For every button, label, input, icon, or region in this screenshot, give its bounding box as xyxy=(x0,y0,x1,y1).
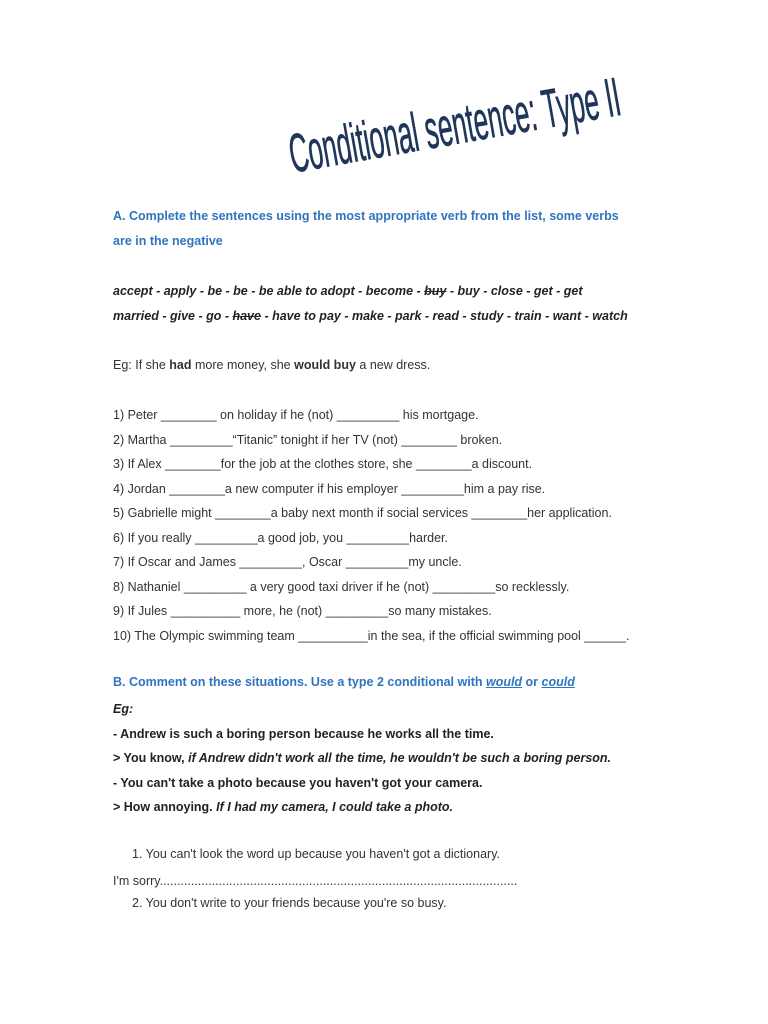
question-item: 4) Jordan ________a new computer if his employer _________him a pay rise. xyxy=(113,481,546,496)
answer-line-1: I'm sorry....................................................................................................... xyxy=(113,874,518,888)
verb-list-line1 xyxy=(113,279,713,304)
struck-verb: buy xyxy=(424,284,447,298)
section-b-heading-text: or xyxy=(522,675,542,689)
title-text: Conditional sentence: Type II xyxy=(284,66,626,186)
response-conditional: if Andrew didn't work all the time, he wouldn't be such a boring person. xyxy=(188,751,612,765)
verb-list xyxy=(113,279,713,329)
question-item: 7) If Oscar and James _________, Oscar _________my uncle. xyxy=(113,555,462,569)
question-list xyxy=(113,403,733,648)
example-sentence xyxy=(113,356,430,374)
response-lead: > You know, xyxy=(113,751,189,765)
section-a-heading-line2: are in the negative xyxy=(113,234,223,248)
question-item: 3) If Alex ________for the job at the clothes store, she ________a discount. xyxy=(113,457,533,471)
section-a-heading-line1: A. Complete the sentences using the most appropriate verb from the list, some verbs xyxy=(113,209,619,223)
example-text: Eg: If she xyxy=(113,358,170,372)
example-bold: had xyxy=(169,358,192,372)
exercise-1: 1. You can't look the word up because you haven't got a dictionary. xyxy=(132,847,500,861)
page-title xyxy=(284,66,626,186)
example-bold: would buy xyxy=(294,358,356,372)
verb-text: - buy - close - get - get xyxy=(446,284,583,298)
verb-text: - have to pay - make - park - read - study - train - want - watch xyxy=(260,309,628,323)
response-conditional: If I had my camera, I could take a photo. xyxy=(216,800,454,814)
could-word: could xyxy=(541,675,575,689)
section-a-heading xyxy=(113,204,619,254)
question-item: 2) Martha _________“Titanic” tonight if her TV (not) ________ broken. xyxy=(113,432,503,447)
verb-list-line2 xyxy=(113,304,713,329)
would-word: would xyxy=(485,675,523,689)
eg-label: Eg: xyxy=(113,702,134,716)
response-lead: > How annoying. xyxy=(113,800,217,814)
example-response-2 xyxy=(113,795,611,820)
verb-text: accept - apply - be - be - be able to adopt - become - xyxy=(113,284,425,298)
section-b-examples xyxy=(113,697,611,820)
example-situation-1: - Andrew is such a boring person because he works all the time. xyxy=(113,726,494,741)
section-b-heading-text: B. Comment on these situations. Use a type 2 conditional with xyxy=(113,675,486,689)
question-item: 8) Nathaniel _________ a very good taxi driver if he (not) _________so recklessly. xyxy=(113,579,570,594)
question-item: 5) Gabrielle might ________a baby next month if social services ________her application. xyxy=(113,506,612,520)
example-text: a new dress. xyxy=(355,358,431,372)
verb-text: married - give - go - xyxy=(113,309,233,323)
example-response-1 xyxy=(113,746,611,771)
example-text: more money, she xyxy=(191,358,295,372)
question-item: 6) If you really _________a good job, you _________harder. xyxy=(113,530,448,545)
title-wordart xyxy=(284,66,626,186)
question-item: 1) Peter ________ on holiday if he (not) _________ his mortgage. xyxy=(113,408,479,422)
example-situation-2: - You can't take a photo because you haven't got your camera. xyxy=(113,775,483,790)
struck-verb: have xyxy=(232,309,261,323)
exercise-2: 2. You don't write to your friends because you're so busy. xyxy=(132,896,447,910)
question-item: 9) If Jules __________ more, he (not) _________so many mistakes. xyxy=(113,604,492,618)
question-item: 10) The Olympic swimming team __________in the sea, if the official swimming pool ______. xyxy=(113,628,630,643)
section-b-heading xyxy=(113,670,575,695)
